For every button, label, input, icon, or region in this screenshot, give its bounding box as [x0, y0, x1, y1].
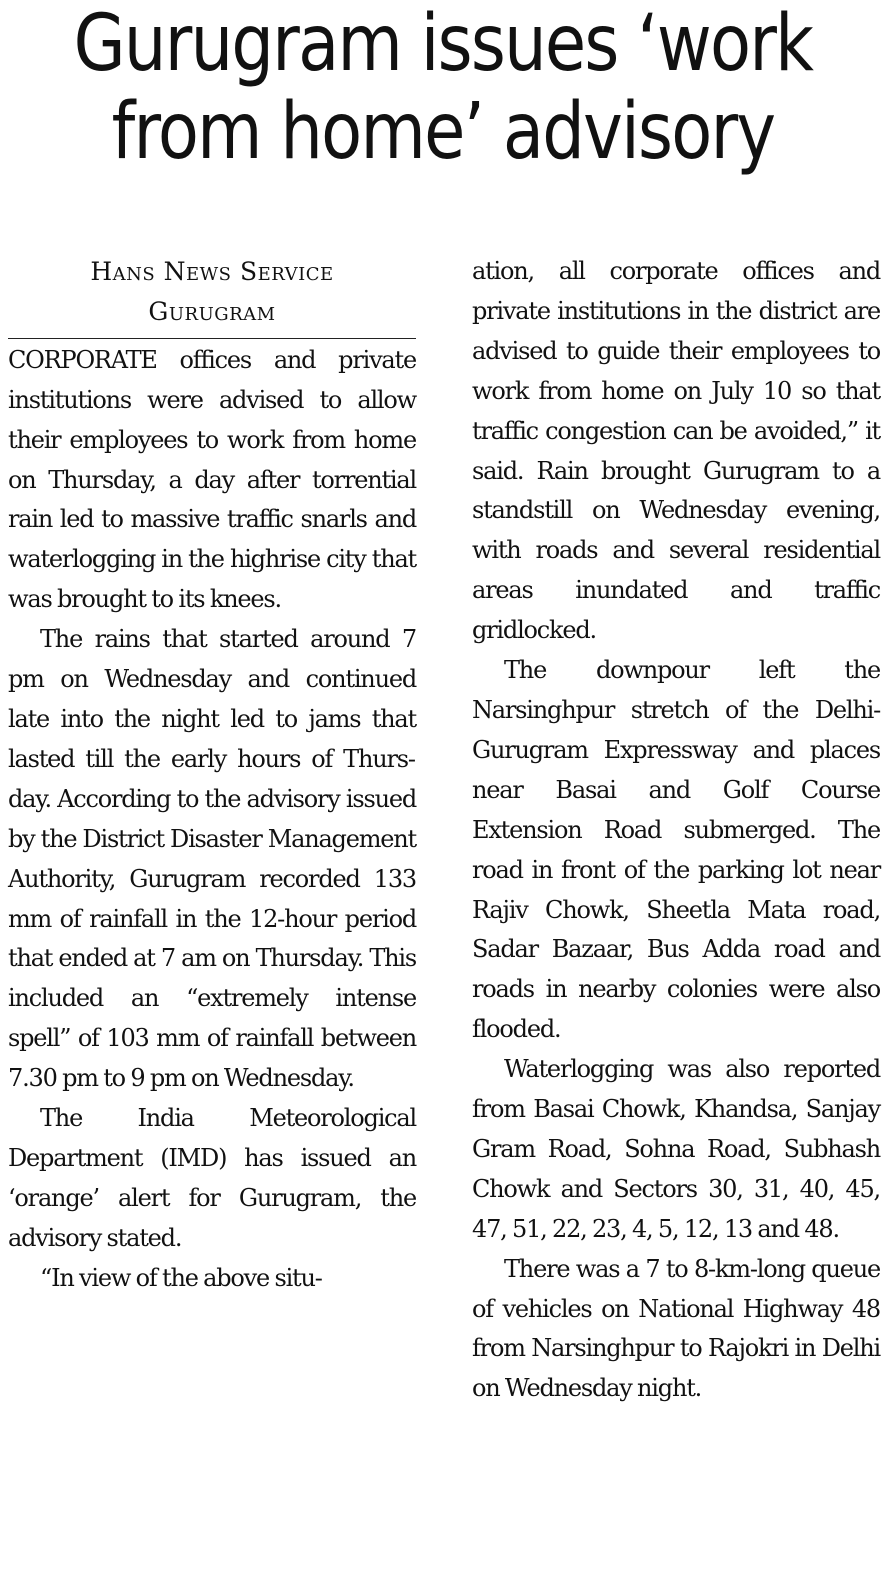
byline-divider — [8, 338, 416, 339]
byline — [8, 252, 416, 332]
article-paragraph: There was a 7 to 8-km-long queue of vehicles on National Highway 48 from Narsinghpur to Rajokri in Delhi on Wednesday night. — [472, 1254, 880, 1403]
article-paragraph: The rains that started around 7 pm on Wednesday and continued late into the night led to jams that lasted till the early hours of Thursday. According to the advisory issued by the District Disaster Management Authority, Gurugram recorded 133 mm of rainfall in the 12-hour period that ended at 7 am on Thursday. This included an “extremely intense spell” of 103 mm of rainfall between 7.30 pm to 9 pm on Wednesday. — [8, 625, 416, 1093]
article-paragraph: Waterlogging was also reported from Basai Chowk, Khandsa, Sanjay Gram Road, Sohna Road, Subhash Chowk and Sectors 30, 31, 40, 45, 47, 51, 22, 23, 4, 5, 12, 13 and 48. — [472, 1055, 880, 1243]
article-paragraph: CORPORATE offices and private institutions were advised to allow their employees to work from home on Thursday, a day after torrential rain led to massive traffic snarls and waterlogging in the highrise city that was brought to its knees. — [8, 345, 416, 614]
headline — [62, 0, 824, 176]
article-paragraph: “In view of the above situ- — [40, 1263, 322, 1292]
article-paragraph: ation, all corporate offices and private institutions in the district are advised to guide their employees to work from home on July 10 so that traffic congestion can be avoided,” it said. Rain brought Gurugram to a standstill on Wednesday evening, with roads and several residential areas inundated and traffic gridlocked. — [472, 257, 880, 645]
byline-location: Gurugram — [148, 296, 276, 326]
article-paragraph: The India Meteorological Department (IMD) has issued an ‘orange’ alert for Gurugram, the advisory stated. — [8, 1104, 416, 1252]
byline-agency: Hans News Service — [90, 257, 334, 286]
headline-line-2: from home’ advisory — [111, 87, 775, 177]
headline-line-1: Gurugram issues ‘work — [73, 0, 813, 89]
article-paragraph: The downpour left the Narsinghpur stretch of the Delhi-Gurugram Expressway and places near Basai and Golf Course Extension Road submerged. The road in front of the parking lot near Rajiv Chowk, Sheetla Mata road, Sadar Bazaar, Bus Adda road and roads in nearby colonies were also flooded. — [472, 656, 880, 1044]
article-column-right — [472, 252, 880, 1409]
article-column-left — [8, 252, 416, 1299]
